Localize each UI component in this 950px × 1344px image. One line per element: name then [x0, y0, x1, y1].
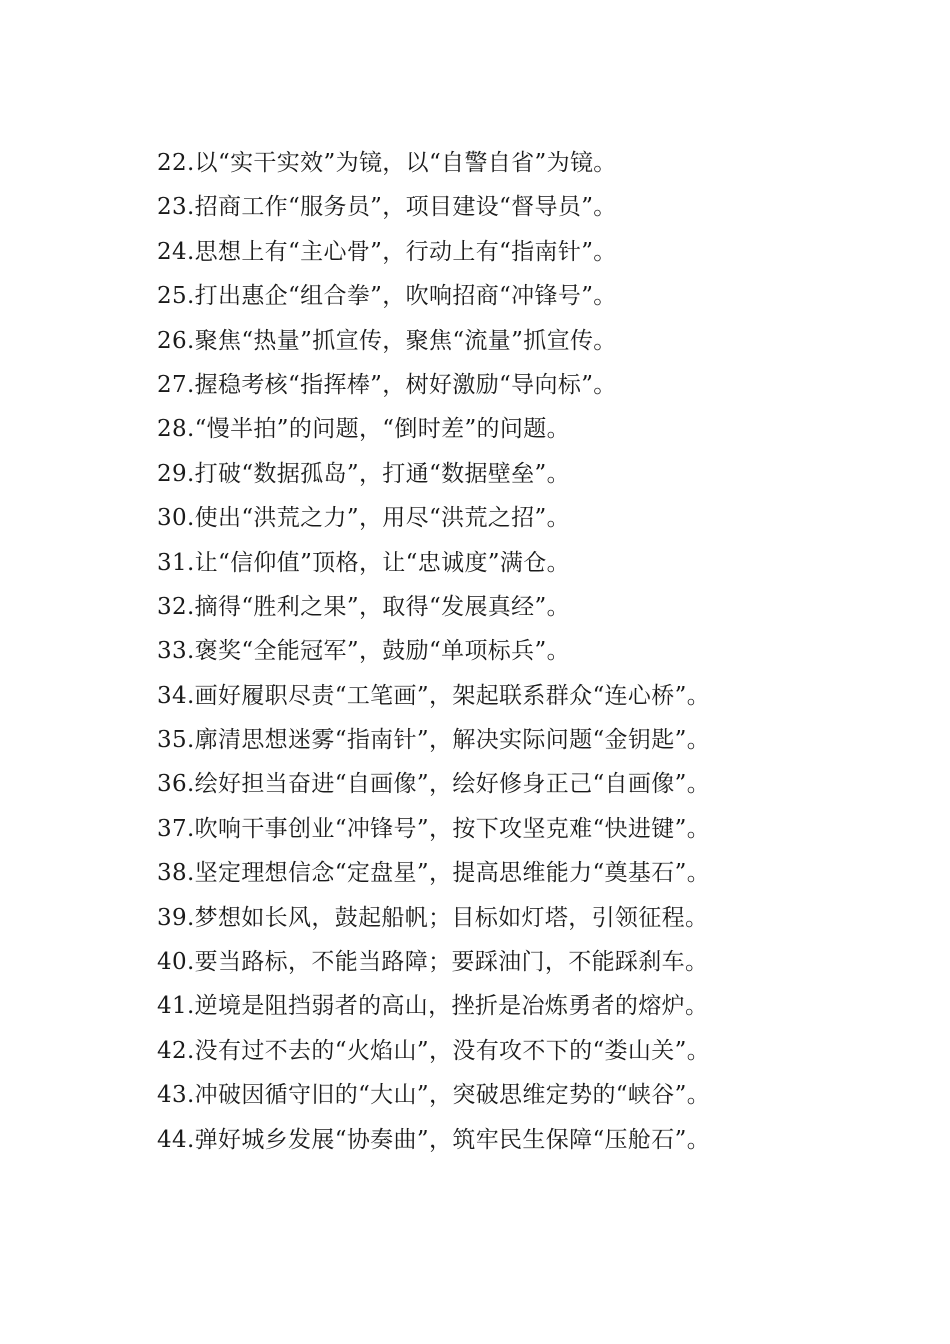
list-item: 38.坚定理想信念“定盘星”，提高思维能力“奠基石”。	[157, 860, 711, 887]
list-item: 24.思想上有“主心骨”，行动上有“指南针”。	[157, 238, 617, 265]
list-item: 33.褒奖“全能冠军”，鼓励“单项标兵”。	[157, 638, 570, 665]
list-item: 43.冲破因循守旧的“大山”，突破思维定势的“峡谷”。	[157, 1082, 711, 1109]
list-item: 26.聚焦“热量”抓宣传，聚焦“流量”抓宣传。	[157, 327, 617, 354]
list-item: 23.招商工作“服务员”，项目建设“督导员”。	[157, 194, 617, 221]
list-item: 30.使出“洪荒之力”，用尽“洪荒之招”。	[157, 505, 570, 532]
list-item: 39.梦想如长风，鼓起船帆；目标如灯塔，引领征程。	[157, 904, 709, 931]
list-item: 42.没有过不去的“火焰山”，没有攻不下的“娄山关”。	[157, 1037, 711, 1064]
list-item: 35.廓清思想迷雾“指南针”，解决实际问题“金钥匙”。	[157, 727, 711, 754]
list-item: 31.让“信仰值”顶格，让“忠诚度”满仓。	[157, 549, 570, 576]
list-item: 36.绘好担当奋进“自画像”，绘好修身正己“自画像”。	[157, 771, 711, 798]
list-item: 28.“慢半拍”的问题，“倒时差”的问题。	[157, 416, 570, 443]
list-item: 22.以“实干实效”为镜，以“自警自省”为镜。	[157, 150, 617, 176]
list-item: 40.要当路标，不能当路障；要踩油门，不能踩刹车。	[157, 949, 709, 976]
list-item: 27.握稳考核“指挥棒”，树好激励“导向标”。	[157, 371, 617, 398]
list-item: 32.摘得“胜利之果”，取得“发展真经”。	[157, 593, 570, 620]
list-item: 44.弹好城乡发展“协奏曲”，筑牢民生保障“压舱石”。	[157, 1126, 711, 1153]
list-item: 37.吹响干事创业“冲锋号”，按下攻坚克难“快进键”。	[157, 815, 711, 842]
list-item: 29.打破“数据孤岛”，打通“数据壁垒”。	[157, 460, 570, 487]
phrase-list	[157, 141, 950, 1162]
list-item: 34.画好履职尽责“工笔画”，架起联系群众“连心桥”。	[157, 682, 711, 709]
list-item: 25.打出惠企“组合拳”，吹响招商“冲锋号”。	[157, 283, 617, 310]
list-item: 41.逆境是阻挡弱者的高山，挫折是冶炼勇者的熔炉。	[157, 993, 709, 1020]
